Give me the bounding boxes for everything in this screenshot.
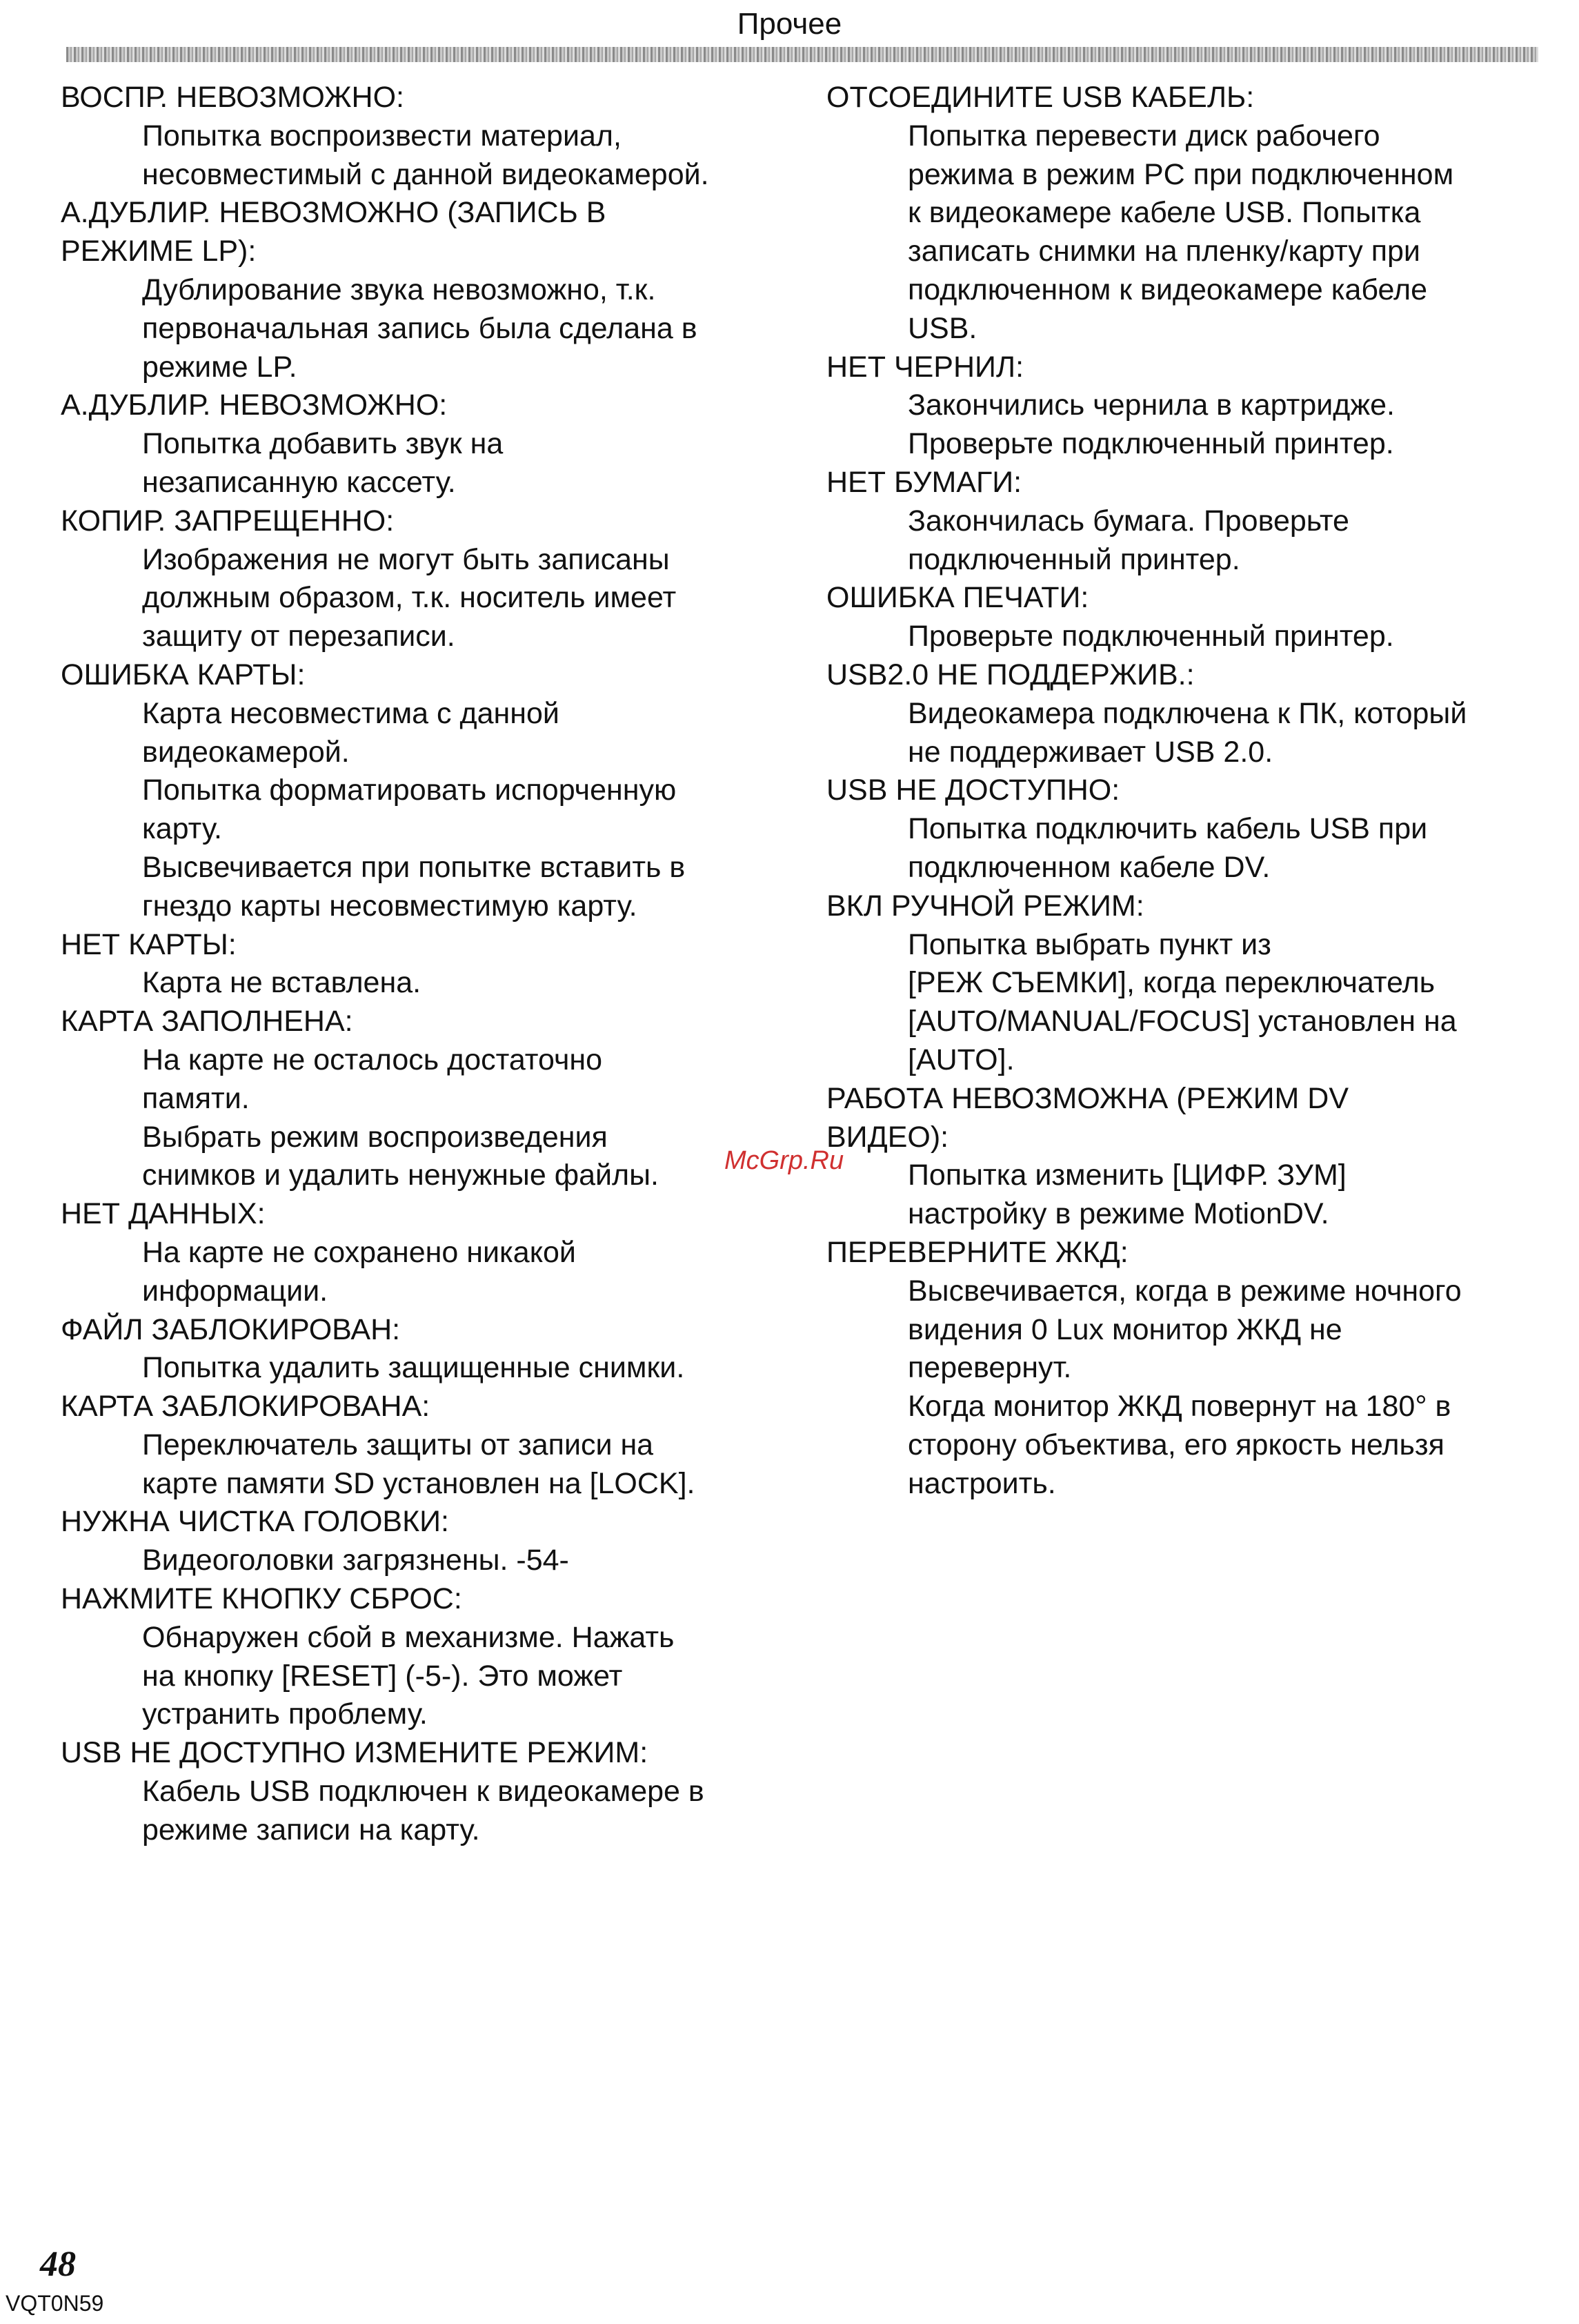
message-entry [61, 386, 792, 502]
left-column [61, 79, 792, 1850]
message-term: ФАЙЛ ЗАБЛОКИРОВАН: [61, 1312, 401, 1346]
message-description-line: Дублирование звука невозможно, т.к. [142, 273, 656, 306]
message-entry [826, 1234, 1558, 1504]
message-description-line: первоначальная запись была сделана в [142, 311, 697, 345]
document-code: VQT0N59 [6, 2291, 104, 2316]
message-description-line: Проверьте подключенный принтер. [908, 620, 1394, 653]
message-description-line: несовместимый с данной видеокамерой. [142, 157, 709, 191]
message-description-line: [AUTO/MANUAL/FOCUS] установлен на [908, 1005, 1457, 1038]
message-term: КАРТА ЗАБЛОКИРОВАНА: [61, 1390, 430, 1424]
message-description-line: должным образом, т.к. носитель имеет [142, 581, 677, 615]
message-entry [826, 1080, 1558, 1234]
message-term: ОШИБКА КАРТЫ: [61, 658, 306, 691]
message-description-line: Попытка подключить кабель USB при [908, 812, 1428, 846]
message-entry [826, 348, 1558, 464]
message-description-line: подключенном кабеле DV. [908, 850, 1271, 884]
message-term: НЕТ БУМАГИ: [826, 465, 1022, 499]
message-description-line: режиме записи на карту. [142, 1813, 480, 1847]
message-description-line: памяти. [142, 1081, 250, 1115]
message-entry [61, 1195, 792, 1310]
message-description-line: режиме LP. [142, 350, 297, 384]
message-term: ОШИБКА ПЕЧАТИ: [826, 581, 1089, 615]
message-entry [61, 1003, 792, 1195]
message-description-line: на кнопку [RESET] (-5-). Это может [142, 1659, 623, 1693]
message-term: КОПИР. ЗАПРЕЩЕННО: [61, 504, 395, 538]
message-description-line: На карте не осталось достаточно [142, 1043, 603, 1076]
page-number: 48 [40, 2245, 76, 2284]
message-description-line: записать снимки на пленку/карту при [908, 235, 1420, 268]
message-description-line: Попытка изменить [ЦИФР. ЗУМ] [908, 1159, 1347, 1192]
message-term: ВКЛ РУЧНОЙ РЕЖИМ: [826, 889, 1144, 923]
message-description-line: Кабель USB подключен к видеокамере в [142, 1775, 704, 1809]
message-description-line: Попытка добавить звук на [142, 427, 504, 461]
message-entry [826, 79, 1558, 348]
message-term: НЕТ ДАННЫХ: [61, 1197, 266, 1231]
message-entry [61, 1580, 792, 1734]
message-description-line: защиту от перезаписи. [142, 620, 455, 653]
message-description-line: Попытка удалить защищенные снимки. [142, 1351, 685, 1385]
message-term: USB НЕ ДОСТУПНО ИЗМЕНИТЕ РЕЖИМ: [61, 1736, 648, 1770]
message-entry [826, 771, 1558, 887]
message-entry [826, 887, 1558, 1080]
message-description-line: [AUTO]. [908, 1043, 1015, 1076]
message-description-line: гнездо карты несовместимую карту. [142, 889, 637, 923]
message-description-line: незаписанную кассету. [142, 465, 456, 499]
message-entry [61, 79, 792, 194]
message-description-line: снимков и удалить ненужные файлы. [142, 1159, 659, 1192]
message-description-line: Когда монитор ЖКД повернут на 180° в [908, 1390, 1451, 1424]
message-description-line: Видеоголовки загрязнены. -54- [142, 1544, 569, 1577]
message-description-line: видения 0 Lux монитор ЖКД не [908, 1312, 1342, 1346]
message-term: НУЖНА ЧИСТКА ГОЛОВКИ: [61, 1505, 449, 1539]
page-title: Прочее [737, 7, 842, 41]
message-description-line: карту. [142, 812, 222, 846]
message-description-line: видеокамерой. [142, 735, 350, 769]
message-term: ОТСОЕДИНИТЕ USB КАБЕЛЬ: [826, 81, 1255, 114]
message-description-line: USB. [908, 311, 977, 345]
message-entry [826, 656, 1558, 771]
message-term: РАБОТА НЕВОЗМОЖНА (РЕЖИМ DV [826, 1081, 1349, 1115]
message-description-line: Карта не вставлена. [142, 966, 421, 1000]
message-description-line: На карте не сохранено никакой [142, 1235, 576, 1269]
message-description-line: Попытка перевести диск рабочего [908, 119, 1380, 152]
message-description-line: к видеокамере кабеле USB. Попытка [908, 196, 1421, 230]
message-term-continued: ВИДЕО): [826, 1120, 949, 1154]
message-term: USB НЕ ДОСТУПНО: [826, 774, 1120, 807]
message-description-line: Переключатель защиты от записи на [142, 1428, 654, 1461]
message-term: ВОСПР. НЕВОЗМОЖНО: [61, 81, 404, 114]
message-term: ПЕРЕВЕРНИТЕ ЖКД: [826, 1235, 1129, 1269]
message-entry [61, 1388, 792, 1503]
message-description-line: подключенный принтер. [908, 542, 1240, 576]
watermark-text: McGrp.Ru [724, 1146, 844, 1175]
message-entry [61, 194, 792, 386]
message-term: А.ДУБЛИР. НЕВОЗМОЖНО: [61, 388, 448, 422]
message-entry [826, 579, 1558, 656]
message-entry [61, 1311, 792, 1388]
message-description-line: настройку в режиме MotionDV. [908, 1197, 1329, 1231]
message-term-continued: РЕЖИМЕ LP): [61, 235, 257, 268]
message-description-line: подключенном к видеокамере кабеле [908, 273, 1428, 306]
message-description-line: Закончились чернила в картридже. [908, 388, 1395, 422]
message-term: НЕТ ЧЕРНИЛ: [826, 350, 1024, 384]
message-description-line: устранить проблему. [142, 1697, 428, 1731]
right-column [826, 79, 1558, 1503]
message-description-line: [РЕЖ СЪЕМКИ], когда переключатель [908, 966, 1436, 1000]
message-description-line: Попытка воспроизвести материал, [142, 119, 622, 152]
message-description-line: режима в режим PC при подключенном [908, 157, 1454, 191]
message-term: USB2.0 НЕ ПОДДЕРЖИВ.: [826, 658, 1195, 691]
message-entry [61, 926, 792, 1003]
message-entry [61, 502, 792, 656]
message-description-line: Обнаружен сбой в механизме. Нажать [142, 1620, 675, 1654]
message-description-line: информации. [142, 1274, 328, 1308]
message-description-line: Попытка форматировать испорченную [142, 774, 677, 807]
message-description-line: Выбрать режим воспроизведения [142, 1120, 608, 1154]
message-description-line: Закончилась бумага. Проверьте [908, 504, 1349, 538]
header-rule [66, 47, 1538, 62]
message-term: НАЖМИТЕ КНОПКУ СБРОС: [61, 1582, 462, 1616]
message-description-line: Видеокамера подключена к ПК, который [908, 696, 1467, 730]
message-description-line: Карта несовместима с данной [142, 696, 559, 730]
message-description-line: Высвечивается при попытке вставить в [142, 850, 686, 884]
message-description-line: Попытка выбрать пункт из [908, 927, 1271, 961]
message-description-line: перевернут. [908, 1351, 1072, 1385]
message-term: А.ДУБЛИР. НЕВОЗМОЖНО (ЗАПИСЬ В [61, 196, 606, 230]
message-entry [61, 1503, 792, 1580]
message-description-line: настроить. [908, 1466, 1056, 1500]
message-term: НЕТ КАРТЫ: [61, 927, 237, 961]
message-entry [826, 464, 1558, 579]
message-description-line: Высвечивается, когда в режиме ночного [908, 1274, 1462, 1308]
message-description-line: Изображения не могут быть записаны [142, 542, 670, 576]
message-entry [61, 1734, 792, 1849]
message-description-line: не поддерживает USB 2.0. [908, 735, 1273, 769]
message-description-line: сторону объектива, его яркость нельзя [908, 1428, 1444, 1461]
message-entry [61, 656, 792, 926]
message-description-line: Проверьте подключенный принтер. [908, 427, 1394, 461]
message-description-line: карте памяти SD установлен на [LOCK]. [142, 1466, 695, 1500]
message-term: КАРТА ЗАПОЛНЕНА: [61, 1005, 353, 1038]
